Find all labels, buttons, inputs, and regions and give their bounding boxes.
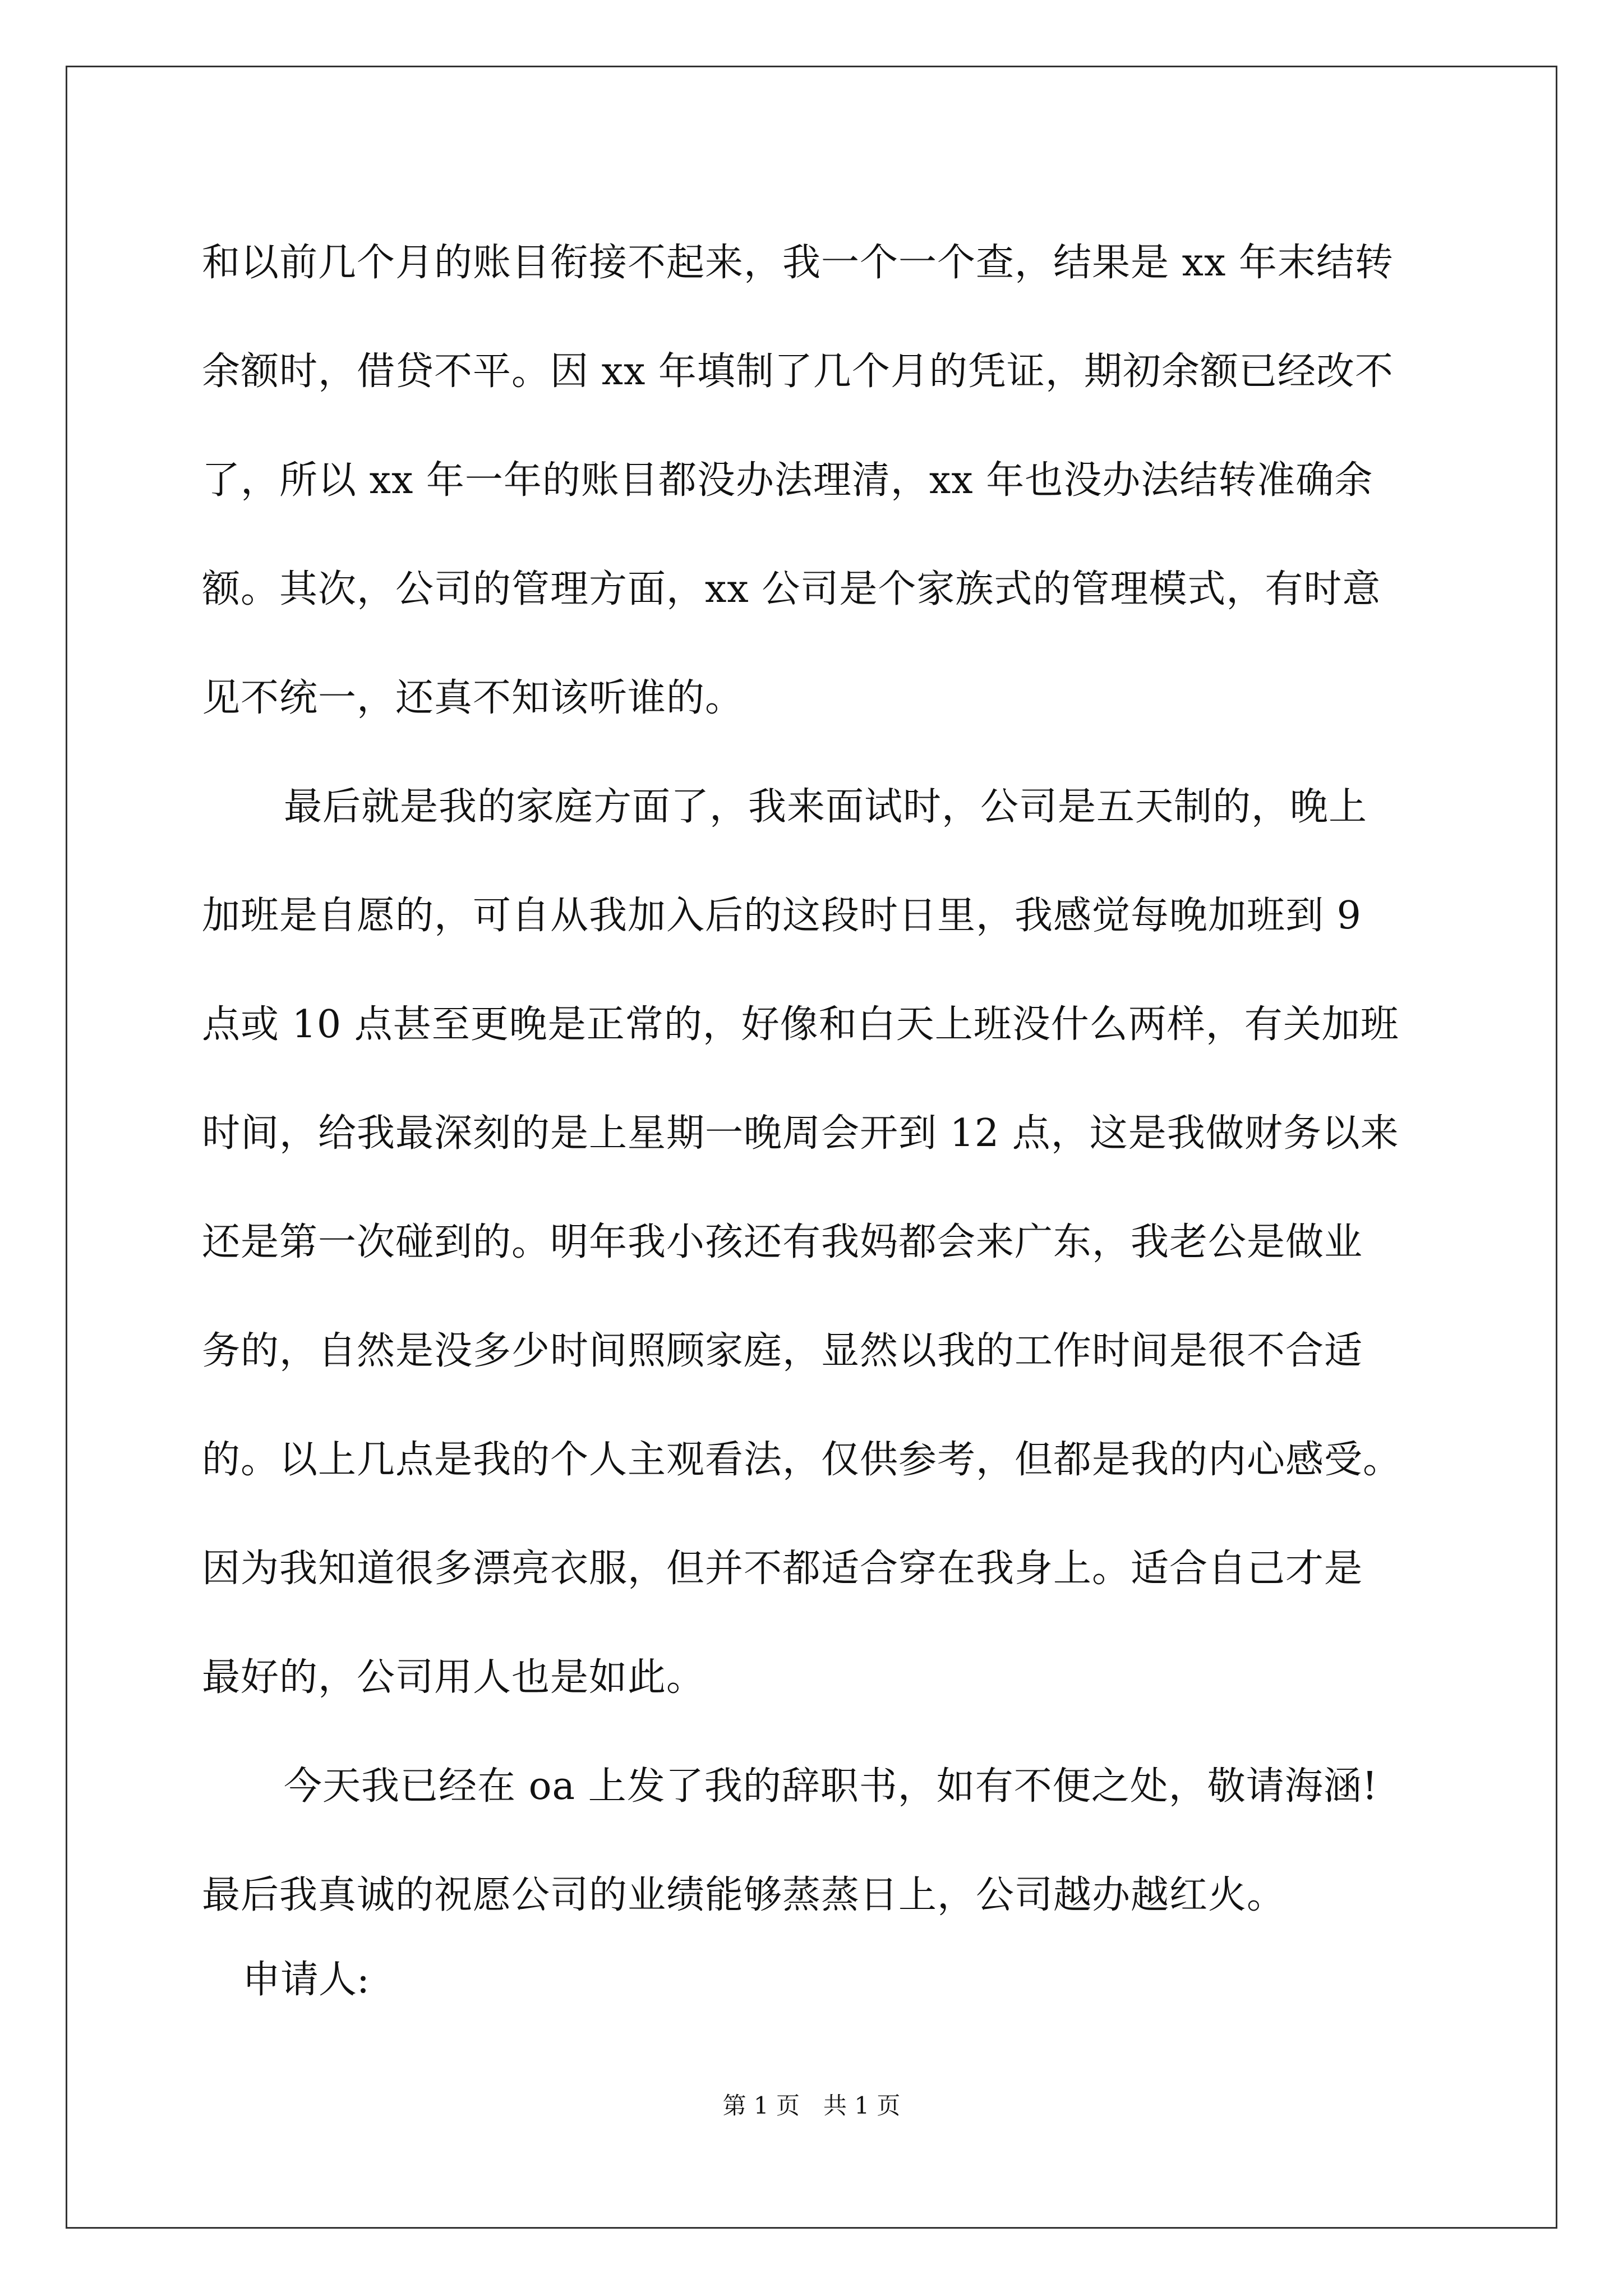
paragraph-1-line-4: 额。其次，公司的管理方面，xx 公司是个家族式的管理模式，有时意: [202, 567, 1381, 611]
document-body: [202, 209, 1436, 1950]
paragraph-2-line-6: 务的，自然是没多少时间照顾家庭，显然以我的工作时间是很不合适: [202, 1329, 1363, 1373]
page-footer: 第 1 页 共 1 页: [722, 2092, 901, 2119]
paragraph-2-line-4: 时间，给我最深刻的是上星期一晚周会开到 12 点，这是我做财务以来: [202, 1111, 1399, 1156]
paragraph-1-line-1: 和以前几个月的账目衔接不起来，我一个一个查，结果是 xx 年末结转: [202, 241, 1394, 285]
paragraph-2-line-8: 因为我知道很多漂亮衣服，但并不都适合穿在我身上。适合自己才是: [202, 1547, 1363, 1591]
applicant-signature-label: 申请人:: [242, 1958, 370, 2002]
paragraph-1-line-3: 了，所以 xx 年一年的账目都没办法理清，xx 年也没办法结转准确余: [202, 458, 1373, 503]
paragraph-2-line-9: 最好的，公司用人也是如此。: [202, 1655, 706, 1700]
paragraph-3-line-1: 今天我已经在 oa 上发了我的辞职书，如有不便之处，敬请海涵!: [284, 1764, 1378, 1809]
paragraph-3-line-2: 最后我真诚的祝愿公司的业绩能够蒸蒸日上，公司越办越红火。: [202, 1873, 1286, 1917]
paragraph-2-line-5: 还是第一次碰到的。明年我小孩还有我妈都会来广东，我老公是做业: [202, 1220, 1363, 1264]
paragraph-2-line-2: 加班是自愿的，可自从我加入后的这段时日里，我感觉每晚加班到 9: [202, 894, 1362, 938]
paragraph-1-line-5: 见不统一，还真不知该听谁的。: [202, 676, 744, 720]
paragraph-2-line-1: 最后就是我的家庭方面了，我来面试时，公司是五天制的，晚上: [284, 785, 1368, 829]
paragraph-2-line-7: 的。以上几点是我的个人主观看法，仅供参考，但都是我的内心感受。: [202, 1438, 1402, 1482]
paragraph-2-line-3: 点或 10 点甚至更晚是正常的，好像和白天上班没什么两样，有关加班: [202, 1002, 1399, 1047]
paragraph-1-line-2: 余额时，借贷不平。因 xx 年填制了几个月的凭证，期初余额已经改不: [202, 349, 1394, 394]
